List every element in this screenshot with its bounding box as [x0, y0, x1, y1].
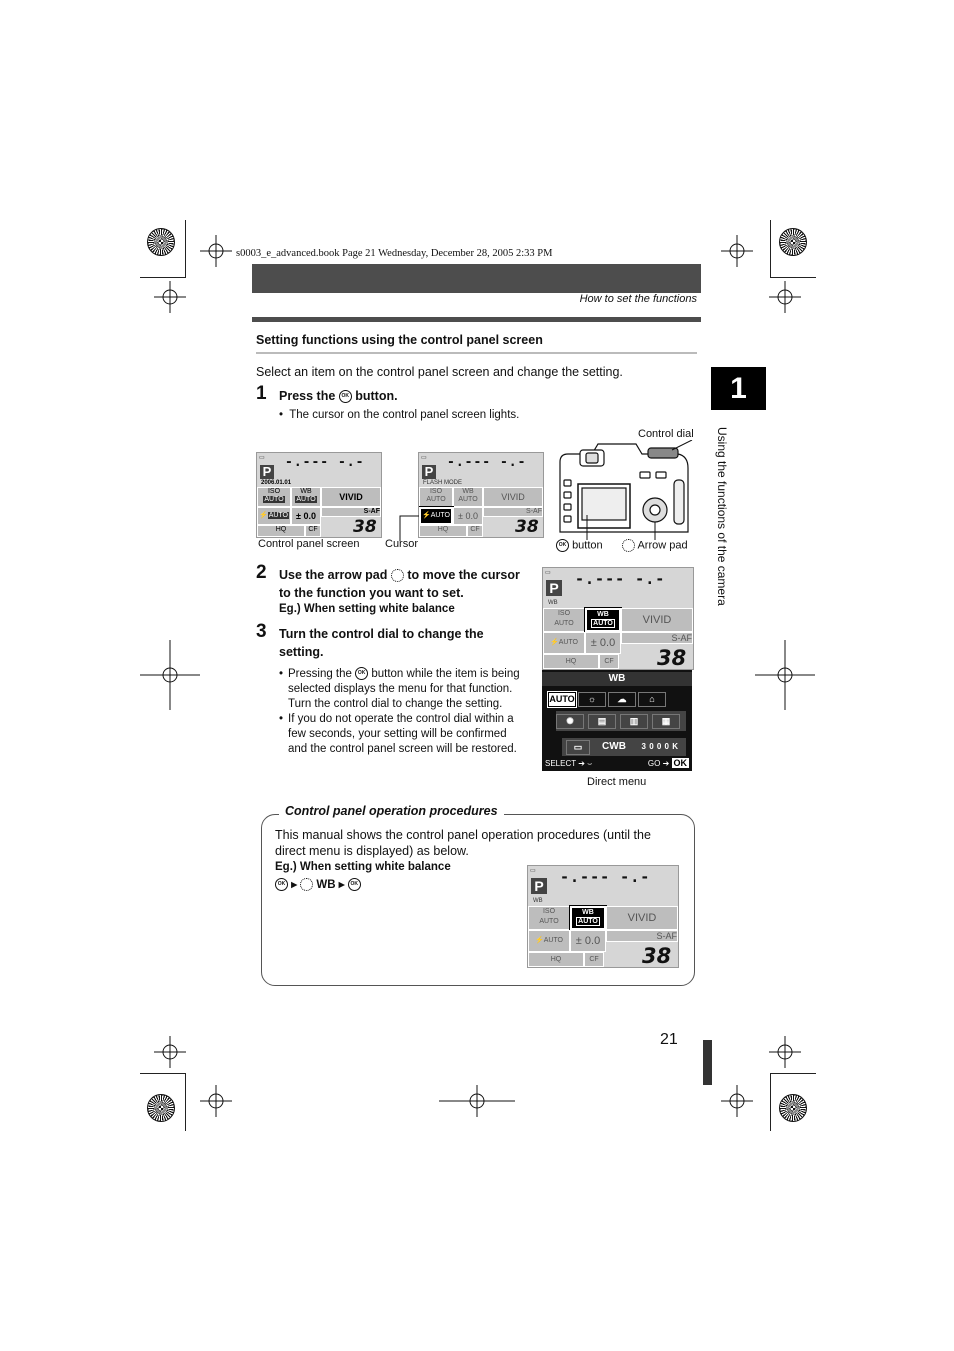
mode-indicator: P — [531, 878, 547, 894]
wb-option-custom-icon[interactable]: ▭ — [566, 740, 590, 755]
direct-menu-select: SELECT ➔ ⌣ — [545, 759, 593, 768]
wb-label: WB — [300, 488, 312, 495]
step3-title-line1: Turn the control dial to change the — [279, 627, 484, 641]
exposure-cell: ± 0.0 — [291, 507, 321, 525]
wb-auto: AUTO — [296, 496, 316, 503]
wb-auto: AUTO — [593, 620, 613, 627]
focus-cell: S-AF — [606, 930, 678, 942]
step3-bullet-2 — [279, 712, 534, 757]
step3-b1-line2: selected displays the menu for that function. — [288, 683, 513, 695]
step3-b1-line3: Turn the control dial to change the setting. — [288, 698, 503, 710]
shutter-aperture: -.--- -.- — [285, 455, 365, 470]
iso-label: ISO — [429, 488, 443, 495]
focus-cell: S-AF — [321, 507, 381, 517]
wb-option-sunny-icon[interactable]: ☼ — [578, 692, 606, 707]
wb-label-line: WB — [533, 898, 543, 904]
arrow-right-icon: ▸ — [338, 879, 345, 891]
step2-example: Eg.) When setting white balance — [279, 603, 455, 615]
frames-remaining: 38 — [642, 944, 672, 968]
step3-b2-line1: If you do not operate the control dial within a — [288, 713, 514, 725]
picture-mode-cell: VIVID — [606, 906, 678, 930]
flash-mode-label: FLASH MODE — [423, 480, 463, 486]
lcd-small-icon: ▭ — [421, 455, 427, 461]
caption-ok-button — [556, 539, 603, 552]
flash-cell: ⚡AUTO — [543, 632, 585, 654]
arrow-pad-icon — [391, 569, 404, 582]
picture-mode-cell: VIVID — [621, 608, 693, 632]
cursor-wb-cell — [585, 608, 621, 632]
cursor-flash-cell: ⚡AUTO — [419, 507, 453, 525]
wb-option-tungsten-icon[interactable]: ✺ — [556, 714, 584, 729]
section-rule — [256, 352, 697, 354]
card-cell: CF — [584, 952, 604, 967]
lcd-small-icon: ▭ — [545, 570, 551, 576]
step2-title-pre: Use the arrow pad — [279, 568, 388, 582]
iso-label: ISO — [557, 610, 571, 617]
dial-icon: ⌣ — [587, 759, 593, 768]
bullet-mark: • — [279, 668, 284, 680]
wb-cell — [291, 487, 321, 507]
step1-title-post: button. — [355, 389, 398, 403]
iso-cell — [543, 608, 585, 632]
iso-auto: AUTO — [426, 496, 446, 503]
intro-text: Select an item on the control panel screen and change the setting. — [256, 365, 623, 379]
wb-option-fluorescent1-icon[interactable]: ▤ — [588, 714, 616, 729]
direct-menu — [542, 670, 692, 771]
wb-option-auto[interactable]: AUTO — [548, 692, 576, 707]
shutter-aperture: -.--- -.- — [560, 868, 651, 886]
ok-button-icon: OK — [339, 390, 352, 403]
ok-button-icon: OK — [348, 878, 361, 891]
flash-cell: ⚡AUTO — [257, 507, 291, 525]
step3-b1-pre: Pressing the — [288, 668, 352, 680]
ok-badge: OK — [673, 758, 687, 768]
step-number: 1 — [256, 383, 267, 404]
wb-option-shade-icon[interactable]: ⌂ — [638, 692, 666, 707]
note-line2: direct menu is displayed) as below. — [275, 844, 469, 858]
bullet-mark: • — [279, 713, 284, 725]
shutter-aperture: -.--- -.- — [575, 570, 666, 588]
wb-label: WB — [582, 909, 594, 916]
control-panel-screen — [256, 452, 382, 538]
date-display: 2006.01.01 — [261, 480, 292, 486]
frames-remaining: 38 — [515, 517, 539, 537]
page-number: 21 — [660, 1031, 678, 1048]
note-title: Control panel operation procedures — [279, 804, 504, 818]
quality-cell: HQ — [528, 952, 584, 967]
direct-menu-go: GO ➔ OK — [647, 758, 687, 768]
note-wb: WB — [316, 879, 336, 891]
cursor-wb-cell — [570, 906, 606, 930]
wb-cell — [453, 487, 483, 507]
control-panel-screen-cursor — [418, 452, 544, 538]
lcd-small-icon: ▭ — [259, 455, 265, 461]
select-label: SELECT — [545, 759, 576, 768]
chapter-tab: 1 — [711, 367, 766, 410]
caption-control-panel: Control panel screen — [258, 538, 360, 550]
picture-mode-cell: VIVID — [321, 487, 381, 507]
flash-auto: AUTO — [268, 512, 289, 519]
wb-option-fluorescent3-icon[interactable]: ▦ — [652, 714, 680, 729]
control-panel-wb-selected — [542, 567, 694, 670]
step-number: 3 — [256, 621, 267, 642]
direct-menu-title: WB — [542, 672, 692, 686]
frames-remaining: 38 — [657, 646, 687, 670]
card-cell: CF — [305, 525, 321, 537]
card-cell: CF — [599, 654, 619, 669]
step1-bullet-text: The cursor on the control panel screen lights. — [289, 409, 520, 421]
caption-direct-menu: Direct menu — [587, 776, 647, 788]
caption-arrow-pad — [622, 539, 688, 552]
running-head: How to set the functions — [579, 293, 697, 305]
step3-b2-line3: and the control panel screen will be restored. — [288, 743, 517, 755]
wb-label-line: WB — [548, 600, 558, 606]
shutter-aperture: -.--- -.- — [447, 455, 527, 470]
step2-title — [279, 566, 520, 602]
caption-cursor: Cursor — [385, 538, 419, 550]
caption-control-dial: Control dial — [638, 428, 694, 440]
wb-option-fluorescent2-icon[interactable]: ▥ — [620, 714, 648, 729]
note-example: Eg.) When setting white balance — [275, 861, 451, 873]
wb-auto: AUTO — [458, 496, 478, 503]
header-rule — [252, 317, 701, 322]
go-label: GO — [647, 759, 661, 768]
caption-button-text: button — [572, 539, 603, 552]
ok-button-icon: OK — [556, 539, 569, 552]
step3-bullet-1 — [279, 667, 534, 712]
step3-b2-line2: few seconds, your setting will be confirmed — [288, 728, 507, 740]
step2-title-post: to move the cursor — [407, 568, 520, 582]
mode-indicator: P — [546, 580, 562, 596]
iso-cell — [528, 906, 570, 930]
exposure-cell: ± 0.0 — [453, 507, 483, 525]
iso-auto: AUTO — [554, 620, 574, 627]
quality-cell: HQ — [543, 654, 599, 669]
exposure-cell: ± 0.0 — [585, 632, 621, 654]
header-band — [252, 264, 701, 293]
wb-label: WB — [462, 488, 474, 495]
flash-auto: AUTO — [430, 512, 451, 519]
iso-auto: AUTO — [264, 496, 284, 503]
step1-bullet: • The cursor on the control panel screen lights. — [279, 409, 520, 421]
camera-back-illustration — [552, 440, 697, 540]
step1-title-pre: Press the — [279, 389, 336, 403]
iso-auto: AUTO — [539, 918, 559, 925]
lcd-small-icon: ▭ — [530, 868, 536, 874]
note-line1: This manual shows the control panel operation procedures (until the — [275, 828, 651, 842]
note-text — [275, 827, 651, 859]
step2-title-line2: to the function you want to set. — [279, 586, 464, 600]
wb-auto: AUTO — [578, 918, 598, 925]
arrow-pad-icon — [300, 878, 313, 891]
wb-option-cloudy-icon[interactable]: ☁ — [608, 692, 636, 707]
print-header-info: s0003_e_advanced.book Page 21 Wednesday, December 28, 2005 2:33 PM — [236, 248, 553, 259]
card-cell: CF — [467, 525, 483, 537]
note-procedure — [275, 877, 361, 891]
quality-cell: HQ — [257, 525, 305, 537]
iso-label: ISO — [267, 488, 281, 495]
page-number-bar — [703, 1040, 712, 1085]
wb-option-cwb[interactable]: CWB — [602, 741, 626, 752]
ok-button-icon: OK — [275, 878, 288, 891]
picture-mode-cell: VIVID — [483, 487, 543, 507]
mode-indicator: P — [260, 465, 274, 479]
step3-title — [279, 625, 484, 661]
exposure-cell: ± 0.0 — [570, 930, 606, 952]
focus-cell: S-AF — [483, 507, 543, 517]
control-panel-wb-note — [527, 865, 679, 968]
step3-bullets — [279, 667, 534, 757]
quality-cell: HQ — [419, 525, 467, 537]
step1-title — [279, 387, 398, 405]
chapter-side-title: Using the functions of the camera — [715, 427, 729, 606]
step3-b1-post: button while the item is being — [371, 668, 520, 680]
iso-label: ISO — [542, 908, 556, 915]
focus-cell: S-AF — [621, 632, 693, 644]
arrow-pad-icon — [622, 539, 635, 552]
flash-auto: AUTO — [543, 937, 564, 944]
step3-title-line2: setting. — [279, 645, 324, 659]
arrow-right-icon: ▸ — [291, 879, 297, 891]
flash-cell: ⚡AUTO — [528, 930, 570, 952]
iso-cell — [257, 487, 291, 507]
mode-indicator: P — [422, 465, 436, 479]
wb-option-kelvin[interactable]: 3 0 0 0 K — [641, 742, 679, 751]
ok-button-icon: OK — [355, 667, 368, 680]
caption-arrow-text: Arrow pad — [637, 539, 688, 552]
iso-cell — [419, 487, 453, 507]
step-number: 2 — [256, 562, 267, 583]
flash-auto: AUTO — [558, 639, 579, 646]
wb-label: WB — [597, 611, 609, 618]
frames-remaining: 38 — [353, 517, 377, 537]
section-title: Setting functions using the control panel screen — [256, 333, 543, 347]
